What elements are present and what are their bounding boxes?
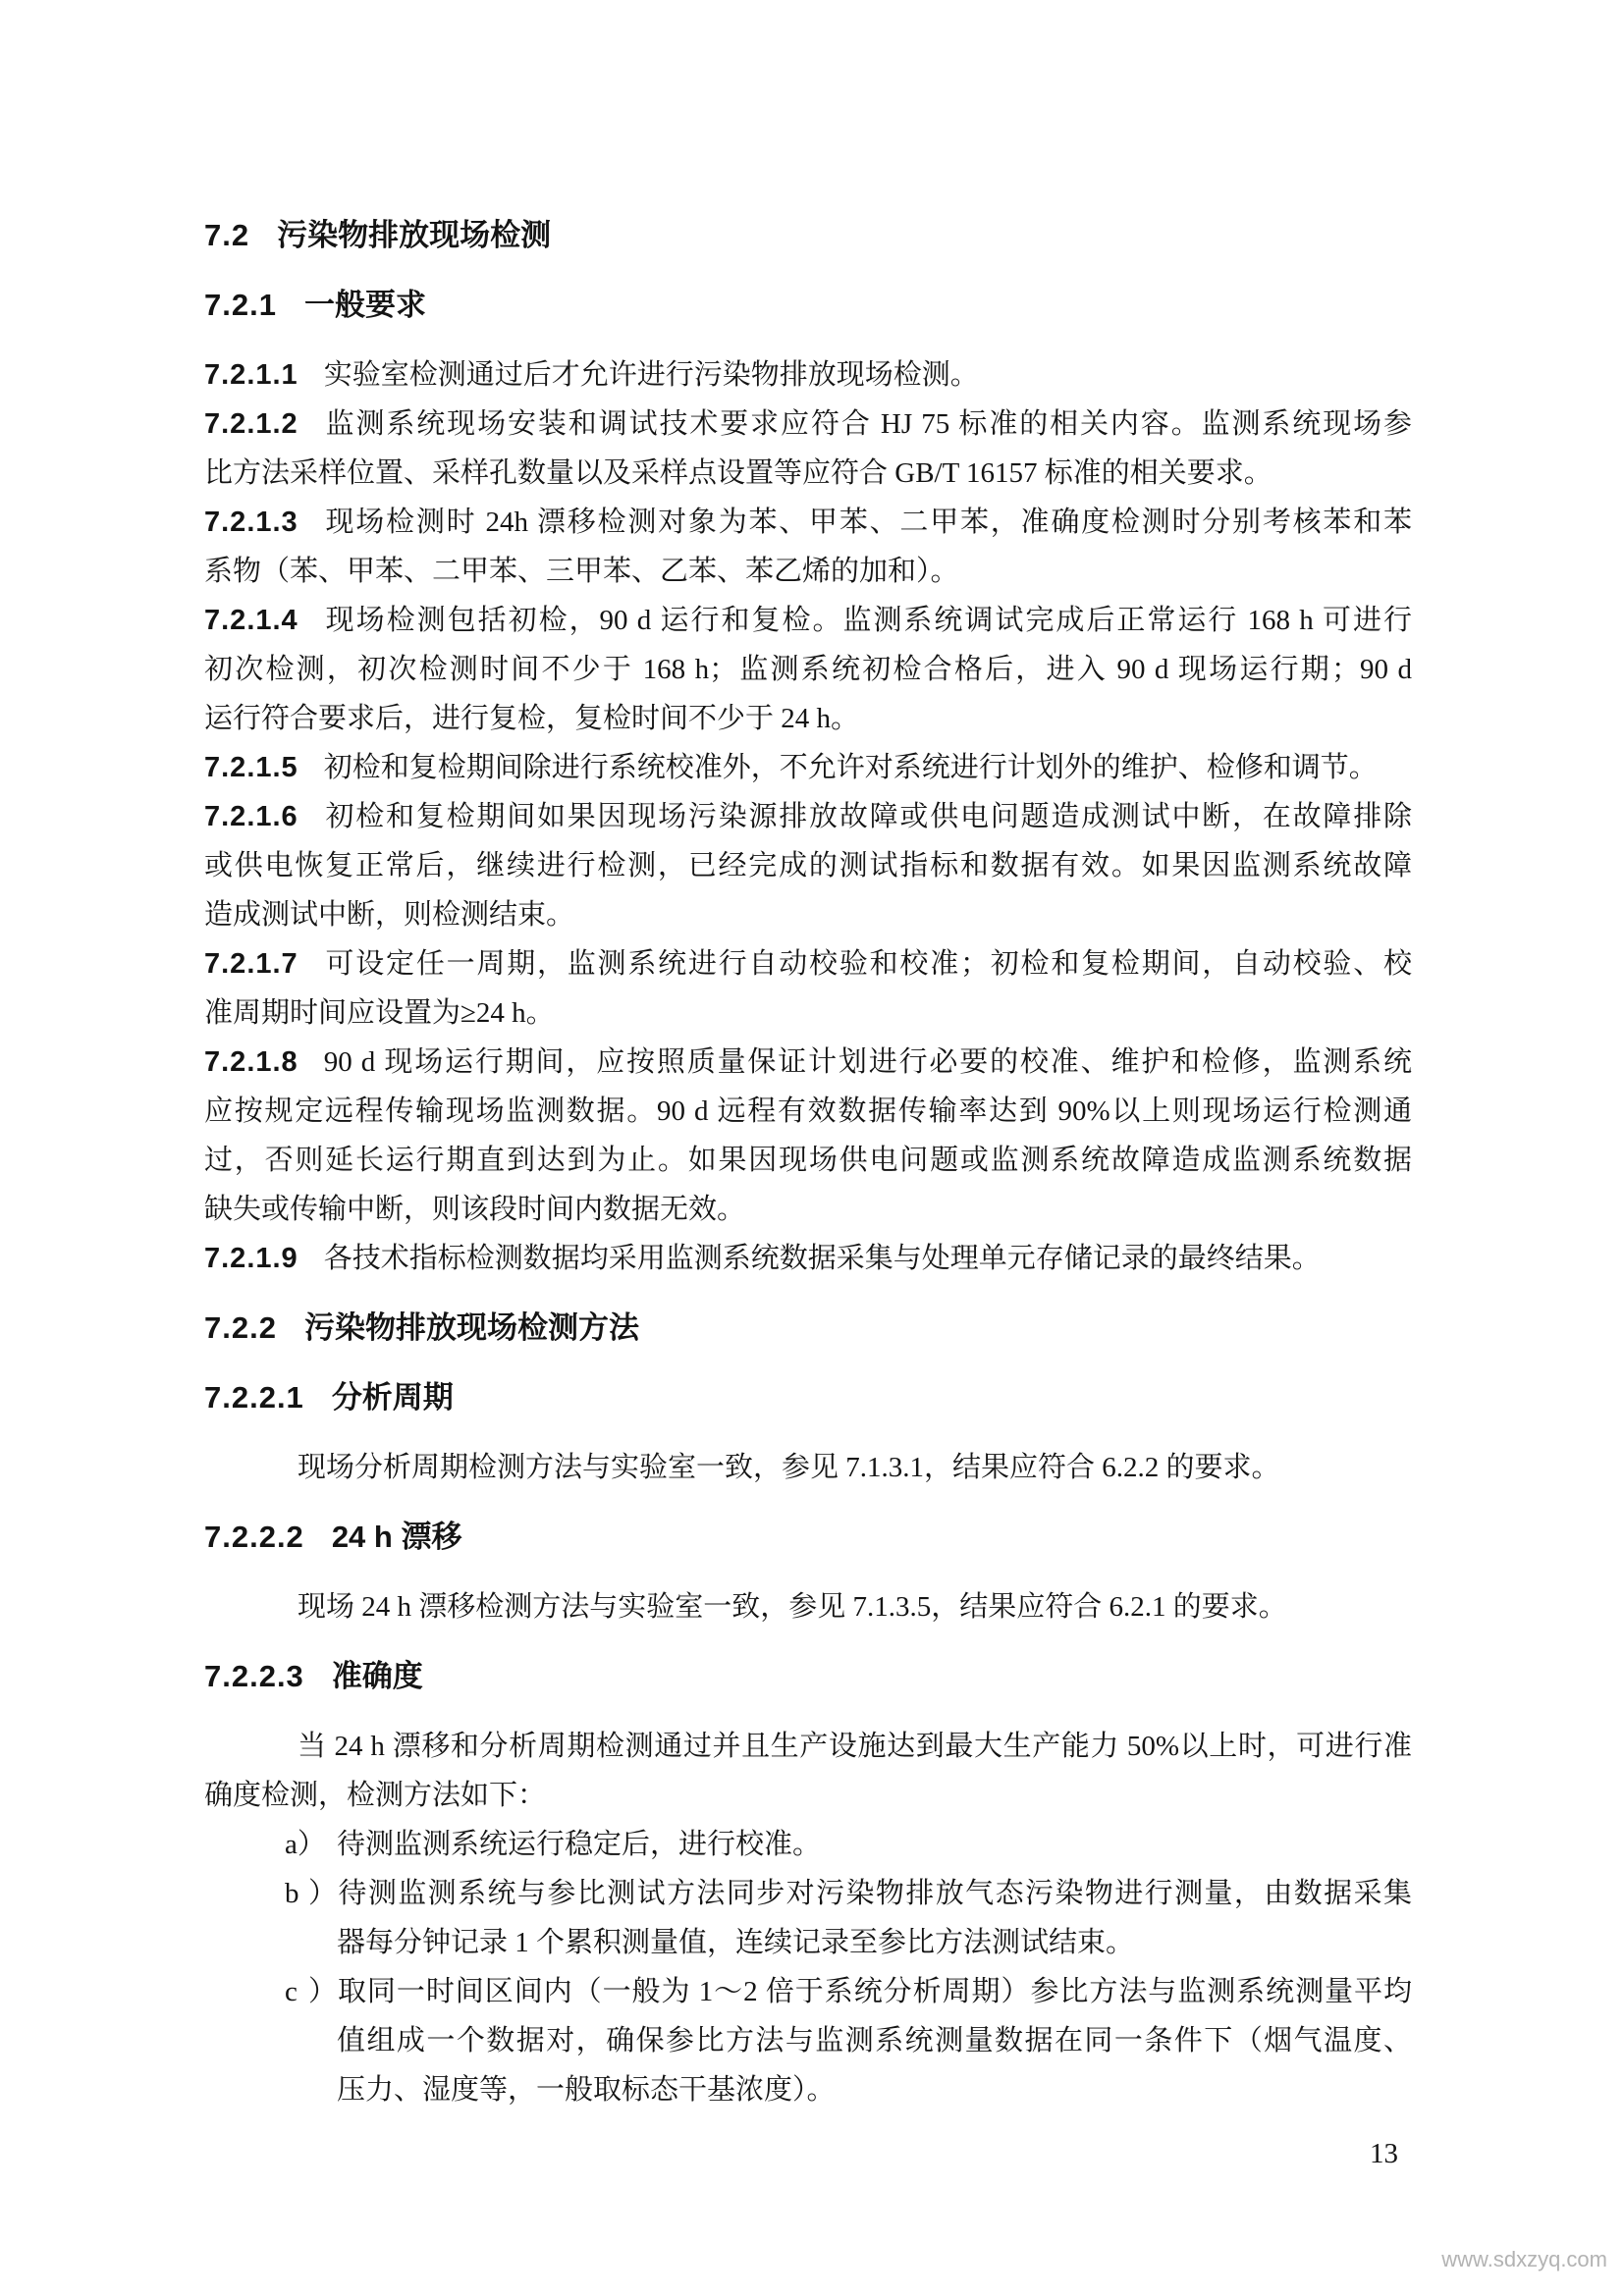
clause-text: 各技术指标检测数据均采用监测系统数据采集与处理单元存储记录的最终结果。 bbox=[323, 1243, 1321, 1274]
heading-number: 7.2.2.2 bbox=[204, 1520, 304, 1554]
heading-title: 一般要求 bbox=[303, 288, 426, 322]
clause-text: 90 d 现场运行期间，应按照质量保证计划进行必要的校准、维护和检修，监测系统 bbox=[323, 1046, 1412, 1078]
text-line bbox=[204, 498, 1412, 547]
heading-title: 分析周期 bbox=[331, 1380, 454, 1415]
clause-7-2-1-7 bbox=[204, 939, 1412, 1038]
section-heading-7-2-2-1 bbox=[204, 1373, 1412, 1422]
list-text: 取同一时间区间内（一般为 1～2 倍于系统分析周期）参比方法与监测系统测量平均 bbox=[337, 1976, 1412, 2007]
clause-7-2-1-4 bbox=[204, 596, 1412, 743]
text-line: 应按规定远程传输现场监测数据。90 d 远程有效数据传输率达到 90%以上则现场运行检测通 bbox=[204, 1095, 1412, 1127]
text-line: 系物（苯、甲苯、二甲苯、三甲苯、乙苯、苯乙烯的加和）。 bbox=[204, 556, 959, 587]
text-line bbox=[204, 1820, 1412, 1869]
clause-text: 可设定任一周期，监测系统进行自动校验和校准；初检和复检期间，自动校验、校 bbox=[323, 948, 1412, 980]
heading-number: 7.2 bbox=[204, 218, 250, 252]
clause-number: 7.2.1.6 bbox=[204, 801, 298, 832]
text-line: 当 24 h 漂移和分析周期检测通过并且生产设施达到最大生产能力 50%以上时，可进行准 bbox=[298, 1731, 1412, 1762]
list-item-c bbox=[204, 1967, 1412, 2114]
text-line: 确度检测，检测方法如下： bbox=[204, 1780, 547, 1811]
text-line bbox=[204, 1869, 1412, 1918]
text-line: 造成测试中断，则检测结束。 bbox=[204, 899, 575, 931]
clause-7-2-1-8 bbox=[204, 1038, 1412, 1234]
list-item-a bbox=[204, 1820, 1412, 1869]
section-heading-7-2-1 bbox=[204, 281, 1412, 330]
clause-text: 现场检测包括初检，90 d 运行和复检。监测系统调试完成后正常运行 168 h 可进行 bbox=[323, 605, 1412, 636]
text-line: 初次检测，初次检测时间不少于 168 h；监测系统初检合格后，进入 90 d 现场运行期；90 d bbox=[204, 654, 1412, 685]
clause-7-2-1-5 bbox=[204, 743, 1412, 792]
text-line: 比方法采样位置、采样孔数量以及采样点设置等应符合 GB/T 16157 标准的相关要求。 bbox=[204, 457, 1272, 489]
clause-number: 7.2.1.1 bbox=[204, 359, 298, 391]
section-heading-7-2 bbox=[204, 211, 1412, 260]
watermark-text: www.sdxzyq.com bbox=[1441, 2247, 1607, 2271]
clause-text: 实验室检测通过后才允许进行污染物排放现场检测。 bbox=[323, 359, 979, 391]
text-line: 现场分析周期检测方法与实验室一致，参见 7.1.3.1，结果应符合 6.2.2 的要求。 bbox=[298, 1452, 1280, 1483]
clause-number: 7.2.1.2 bbox=[204, 408, 298, 440]
clause-number: 7.2.1.8 bbox=[204, 1046, 298, 1078]
text-line bbox=[204, 350, 1412, 400]
clause-number: 7.2.1.5 bbox=[204, 752, 298, 783]
paragraph bbox=[204, 1722, 1412, 1820]
clause-number: 7.2.1.9 bbox=[204, 1243, 298, 1274]
text-line: 准周期时间应设置为≥24 h。 bbox=[204, 997, 555, 1029]
text-line bbox=[204, 1234, 1412, 1283]
clause-text: 监测系统现场安装和调试技术要求应符合 HJ 75 标准的相关内容。监测系统现场参 bbox=[323, 408, 1412, 440]
heading-number: 7.2.2.3 bbox=[204, 1659, 304, 1693]
text-line: 器每分钟记录 1 个累积测量值，连续记录至参比方法测试结束。 bbox=[337, 1927, 1135, 1958]
heading-number: 7.2.2.1 bbox=[204, 1380, 304, 1415]
text-line: 过，否则延长运行期直到达到为止。如果因现场供电问题或监测系统故障造成监测系统数据 bbox=[204, 1145, 1412, 1176]
clause-7-2-1-3 bbox=[204, 498, 1412, 596]
section-heading-7-2-2 bbox=[204, 1304, 1412, 1353]
paragraph bbox=[204, 1443, 1412, 1492]
list-text: 待测监测系统运行稳定后，进行校准。 bbox=[337, 1829, 822, 1860]
clause-7-2-1-6 bbox=[204, 792, 1412, 939]
clause-text: 初检和复检期间如果因现场污染源排放故障或供电问题造成测试中断，在故障排除 bbox=[323, 801, 1412, 832]
text-line bbox=[204, 596, 1412, 645]
heading-title: 污染物排放现场检测方法 bbox=[303, 1310, 639, 1345]
clause-text: 现场检测时 24h 漂移检测对象为苯、甲苯、二甲苯，准确度检测时分别考核苯和苯 bbox=[323, 507, 1412, 538]
heading-number: 7.2.2 bbox=[204, 1310, 277, 1345]
list-marker: c） bbox=[285, 1976, 337, 2007]
clause-number: 7.2.1.7 bbox=[204, 948, 298, 980]
heading-title: 污染物排放现场检测 bbox=[277, 218, 552, 252]
clause-number: 7.2.1.4 bbox=[204, 605, 298, 636]
text-line bbox=[204, 939, 1412, 988]
heading-title: 准确度 bbox=[331, 1659, 423, 1693]
clause-number: 7.2.1.3 bbox=[204, 507, 298, 538]
list-item-b bbox=[204, 1869, 1412, 1967]
text-line bbox=[204, 1038, 1412, 1087]
text-line bbox=[204, 743, 1412, 792]
section-heading-7-2-2-2 bbox=[204, 1513, 1412, 1562]
clause-7-2-1-9 bbox=[204, 1234, 1412, 1283]
text-line: 运行符合要求后，进行复检，复检时间不少于 24 h。 bbox=[204, 703, 860, 734]
paragraph bbox=[204, 1582, 1412, 1631]
clause-7-2-1-1 bbox=[204, 350, 1412, 400]
list-marker: a） bbox=[285, 1829, 326, 1860]
text-line bbox=[204, 792, 1412, 841]
text-line bbox=[204, 1967, 1412, 2016]
page-number: 13 bbox=[1370, 2138, 1398, 2169]
text-line bbox=[204, 400, 1412, 449]
clause-text: 初检和复检期间除进行系统校准外，不允许对系统进行计划外的维护、检修和调节。 bbox=[323, 752, 1378, 783]
list-text: 待测监测系统与参比测试方法同步对污染物排放气态污染物进行测量，由数据采集 bbox=[337, 1878, 1412, 1909]
text-line: 值组成一个数据对，确保参比方法与监测系统测量数据在同一条件下（烟气温度、 bbox=[337, 2025, 1412, 2056]
list-marker: b） bbox=[285, 1878, 337, 1909]
text-line: 压力、湿度等，一般取标态干基浓度）。 bbox=[337, 2074, 836, 2106]
heading-number: 7.2.1 bbox=[204, 288, 277, 322]
section-heading-7-2-2-3 bbox=[204, 1652, 1412, 1701]
text-line: 现场 24 h 漂移检测方法与实验室一致，参见 7.1.3.5，结果应符合 6.2.1 的要求。 bbox=[298, 1591, 1287, 1623]
heading-title: 24 h 漂移 bbox=[331, 1520, 462, 1554]
text-line: 或供电恢复正常后，继续进行检测，已经完成的测试指标和数据有效。如果因监测系统故障 bbox=[204, 850, 1412, 881]
clause-7-2-1-2 bbox=[204, 400, 1412, 498]
text-line: 缺失或传输中断，则该段时间内数据无效。 bbox=[204, 1194, 746, 1225]
